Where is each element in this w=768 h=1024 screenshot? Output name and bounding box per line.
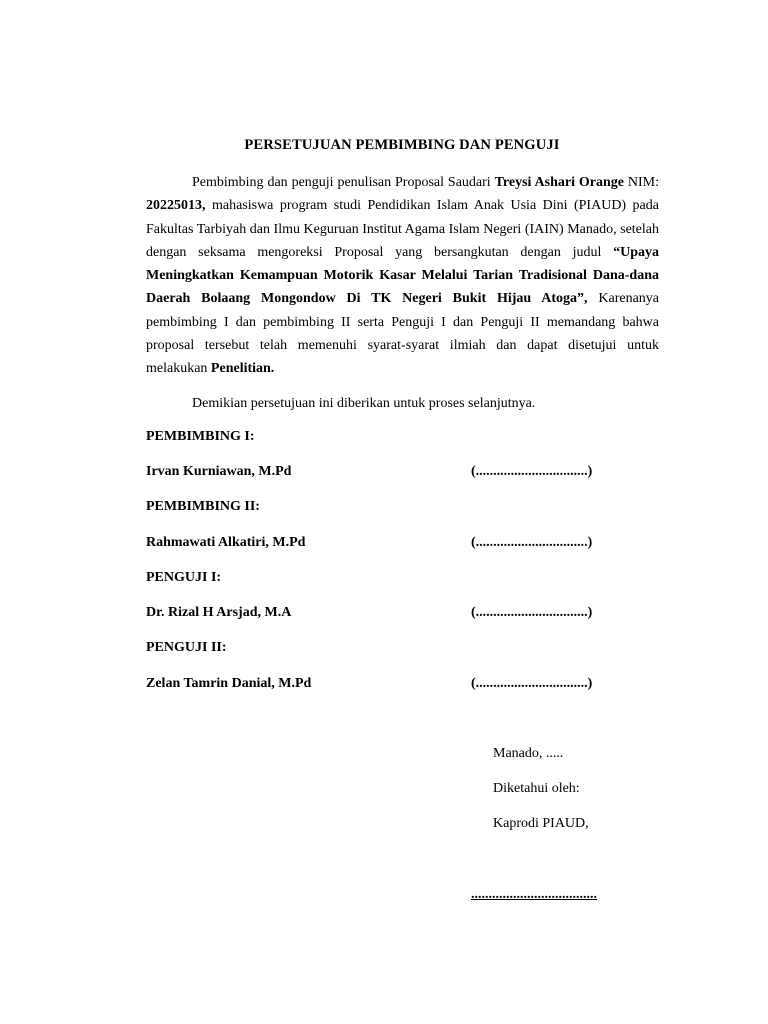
- place-date: Manado, .....: [493, 746, 564, 761]
- paragraph-text-4: Karenanya pembimbing I dan pembimbing II serta Penguji I dan Penguji II memandang bahwa proposal tersebut telah memenuhi syarat-syarat ilmiah dan dapat disetujui untuk melakukan: [146, 291, 659, 377]
- closing-paragraph: [146, 392, 659, 415]
- known-by: Diketahui oleh:: [493, 781, 580, 796]
- paragraph-text-3: mahasiswa program studi Pendidikan Islam Anak Usia Dini (PIAUD) pada Fakultas Tarbiyah dan Ilmu Keguruan Institut Agama Islam Negeri (IAIN) Manado, setelah dengan seksama mengoreksi Proposal yang bersangkutan dengan judul: [146, 198, 659, 260]
- closing-paragraph-text: Demikian persetujuan ini diberikan untuk proses selanjutnya.: [192, 396, 536, 411]
- role-pembimbing-2: PEMBIMBING II:: [146, 499, 260, 514]
- proposal-title: “Upaya Meningkatkan Kemampuan Motorik Kasar Melalui Tarian Tradisional Dana-dana Daerah Bolaang Mongondow Di TK Negeri Bukit Hijau Atoga”,: [146, 244, 659, 307]
- role-penguji-2: PENGUJI II:: [146, 640, 227, 655]
- kaprodi-signature-line: ....................................: [471, 887, 597, 902]
- role-penguji-1: PENGUJI I:: [146, 570, 222, 585]
- name-penguji-1: Dr. Rizal H Arsjad, M.A: [146, 605, 292, 620]
- role-pembimbing-1: PEMBIMBING I:: [146, 429, 255, 444]
- signature-penguji-2: (................................): [471, 676, 593, 691]
- student-name: Treysi Ashari Orange: [494, 175, 624, 190]
- signature-penguji-1: (................................): [471, 605, 593, 620]
- student-nim: 20225013,: [146, 198, 206, 214]
- paragraph-text-1: Pembimbing dan penguji penulisan Proposal Saudari: [192, 175, 495, 190]
- research-word: Penelitian.: [210, 361, 275, 377]
- paragraph-text-2: NIM:: [623, 175, 659, 190]
- kaprodi-position: Kaprodi PIAUD,: [493, 816, 589, 831]
- name-pembimbing-2: Rahmawati Alkatiri, M.Pd: [146, 535, 306, 550]
- document-title: PERSETUJUAN PEMBIMBING DAN PENGUJI: [244, 137, 560, 153]
- signature-pembimbing-1: (................................): [471, 464, 593, 479]
- approval-paragraph: [146, 171, 659, 381]
- name-penguji-2: Zelan Tamrin Danial, M.Pd: [146, 676, 312, 691]
- name-pembimbing-1: Irvan Kurniawan, M.Pd: [146, 464, 292, 479]
- signature-pembimbing-2: (................................): [471, 535, 593, 550]
